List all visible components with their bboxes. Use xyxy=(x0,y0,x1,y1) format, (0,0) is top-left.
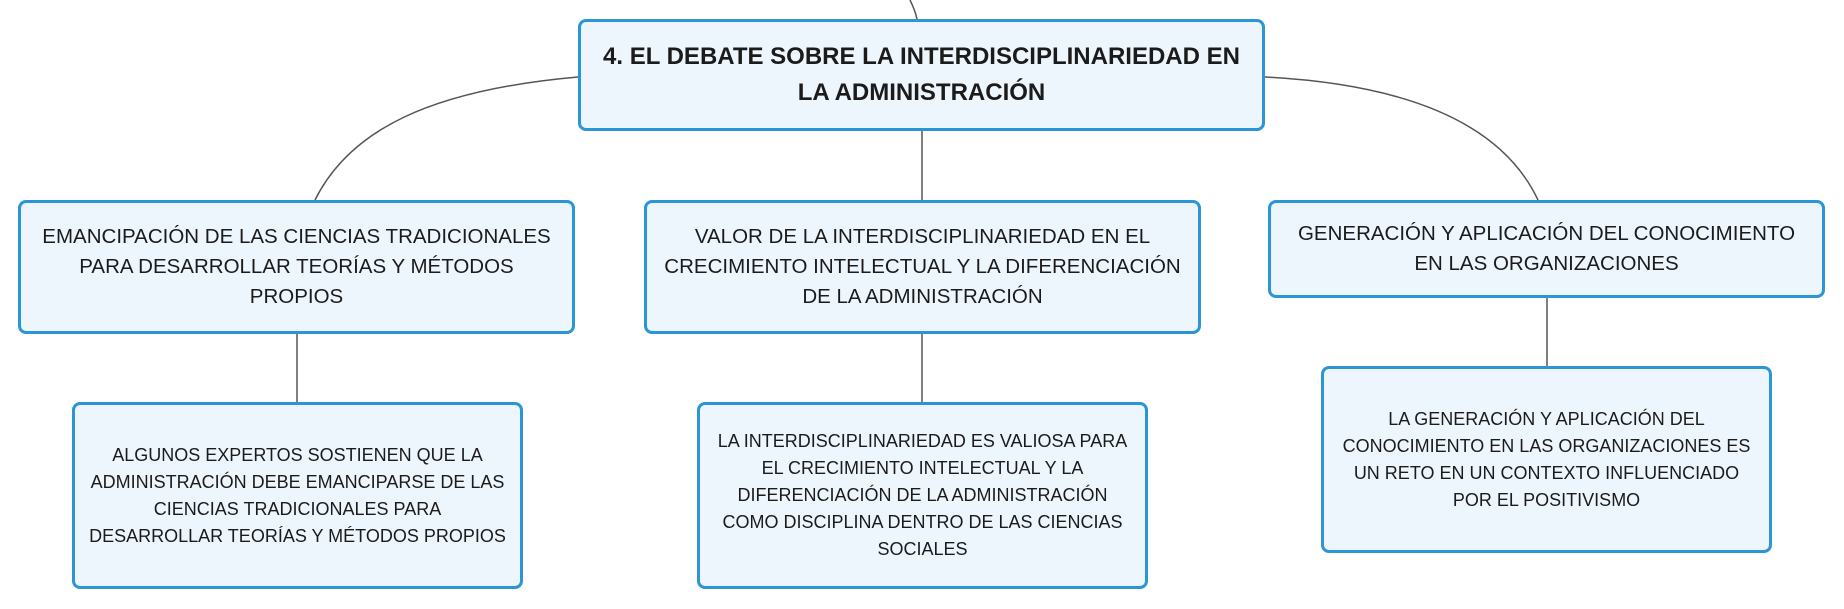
branch-node-generacion-conocimiento[interactable] xyxy=(1268,200,1825,298)
subtopic-node-valor-interdisciplinariedad[interactable] xyxy=(697,402,1148,589)
branch-label: EMANCIPACIÓN DE LAS CIENCIAS TRADICIONALES PARA DESARROLLAR TEORÍAS Y MÉTODOS PROPIOS xyxy=(42,225,551,308)
subtopic-label: LA INTERDISCIPLINARIEDAD ES VALIOSA PARA EL CRECIMIENTO INTELECTUAL Y LA DIFERENCIACIÓN DE LA ADMINISTRACIÓN COMO DISCIPLINA DENTRO DE LAS CIENCIAS SOCIALES xyxy=(717,431,1128,559)
branch-node-emancipacion[interactable] xyxy=(18,200,575,334)
subtopic-label: ALGUNOS EXPERTOS SOSTIENEN QUE LA ADMINISTRACIÓN DEBE EMANCIPARSE DE LAS CIENCIAS TRADICIONALES PARA DESARROLLAR TEORÍAS Y MÉTODOS PROPIOS xyxy=(89,444,506,546)
connector-from-parent xyxy=(910,0,917,19)
root-topic-node[interactable] xyxy=(578,19,1265,131)
branch-label: VALOR DE LA INTERDISCIPLINARIEDAD EN EL CRECIMIENTO INTELECTUAL Y LA DIFERENCIACIÓN DE LA ADMINISTRACIÓN xyxy=(664,225,1181,308)
subtopic-node-emancipacion[interactable] xyxy=(72,402,523,589)
connector-root-to-right xyxy=(1265,77,1538,200)
subtopic-label: LA GENERACIÓN Y APLICACIÓN DEL CONOCIMIENTO EN LAS ORGANIZACIONES ES UN RETO EN UN CONTEXTO INFLUENCIADO POR EL POSITIVISMO xyxy=(1342,408,1751,510)
subtopic-node-generacion-conocimiento[interactable] xyxy=(1321,366,1772,553)
root-topic-label: 4. EL DEBATE SOBRE LA INTERDISCIPLINARIEDAD EN LA ADMINISTRACIÓN xyxy=(603,43,1240,106)
connector-root-to-left xyxy=(315,77,578,200)
branch-label: GENERACIÓN Y APLICACIÓN DEL CONOCIMIENTO EN LAS ORGANIZACIONES xyxy=(1297,222,1796,275)
branch-node-valor-interdisciplinariedad[interactable] xyxy=(644,200,1201,334)
